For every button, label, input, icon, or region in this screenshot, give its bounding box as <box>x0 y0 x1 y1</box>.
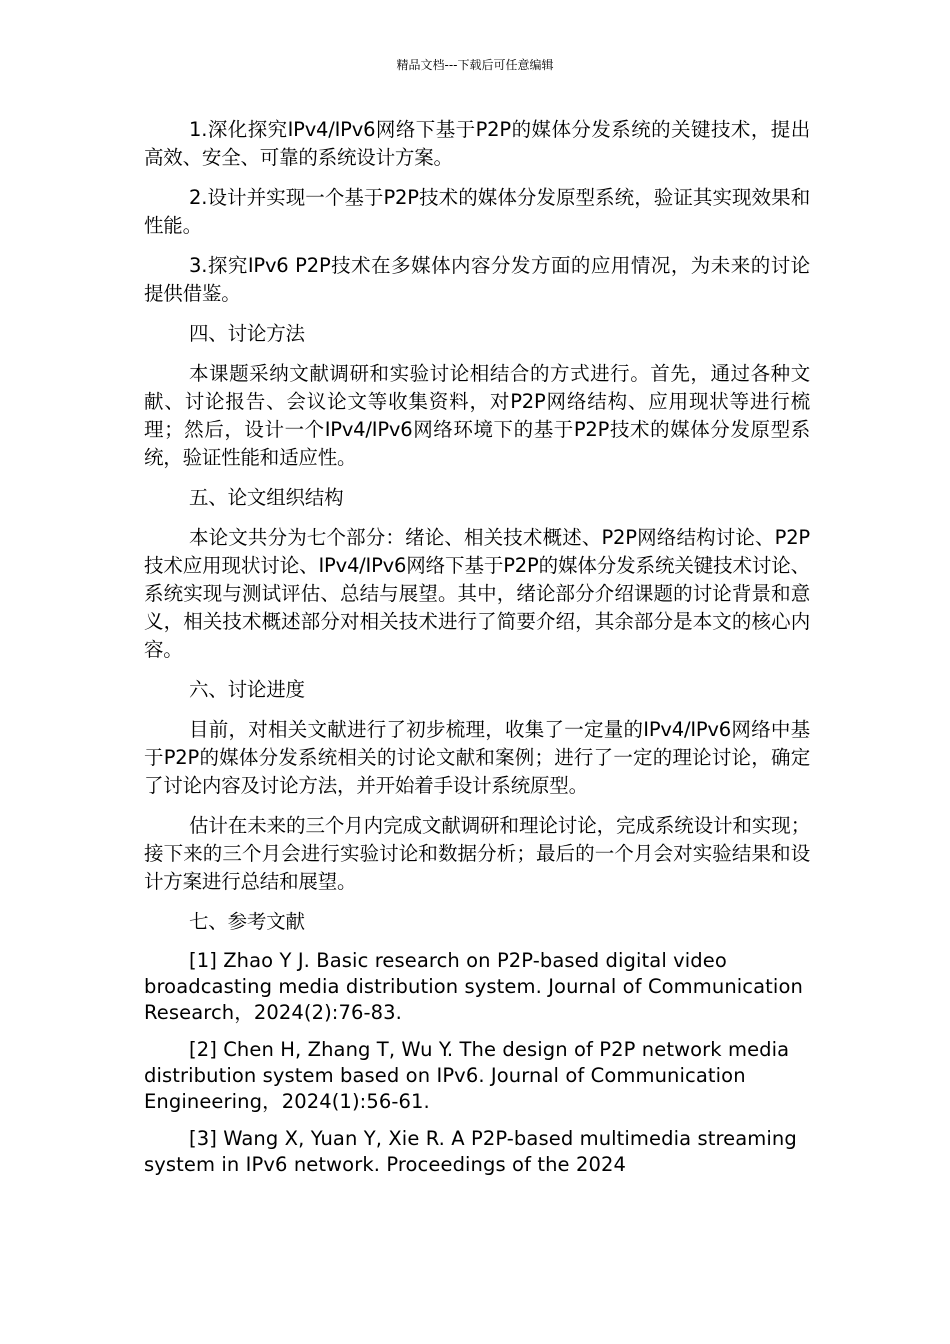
section-heading-progress: 六、讨论进度 <box>189 678 305 701</box>
structure-paragraph: 本论文共分为七个部分：绪论、相关技术概述、P2P网络结构讨论、P2P技术应用现状讨论、IPv4/IPv6网络下基于P2P的媒体分发系统关键技术讨论、系统实现与测试评估、总结与展望。其中，绪论部分介绍课题的讨论背景和意义，相关技术概述部分对相关技术进行了简要介绍，其余部分是本文的核心内容。 <box>144 526 810 661</box>
section-heading-references: 七、参考文献 <box>189 910 305 933</box>
progress-paragraph-1: 目前，对相关文献进行了初步梳理，收集了一定量的IPv4/IPv6网络中基于P2P的媒体分发系统相关的讨论文献和案例；进行了一定的理论讨论，确定了讨论内容及讨论方法，并开始着手设计系统原型。 <box>144 718 810 797</box>
reference-3: [3] Wang X, Yuan Y, Xie R. A P2P-based multimedia streaming system in IPv6 network. Proceedings of the 2024 <box>144 1127 797 1176</box>
objective-2: 2.设计并实现一个基于P2P技术的媒体分发原型系统，验证其实现效果和性能。 <box>144 186 810 237</box>
reference-2: [2] Chen H, Zhang T, Wu Y. The design of P2P network media distribution system based on IPv6. Journal of Communication Engineering，2024(1):56-61. <box>144 1038 790 1113</box>
reference-1: [1] Zhao Y J. Basic research on P2P-based digital video broadcasting media distribution system. Journal of Communication Research，2024(2):76-83. <box>144 949 803 1024</box>
document-body <box>144 116 810 1189</box>
objective-3: 3.探究IPv6 P2P技术在多媒体内容分发方面的应用情况，为未来的讨论提供借鉴。 <box>144 254 810 305</box>
progress-paragraph-2: 估计在未来的三个月内完成文献调研和理论讨论，完成系统设计和实现；接下来的三个月会进行实验讨论和数据分析；最后的一个月会对实验结果和设计方案进行总结和展望。 <box>144 814 810 893</box>
section-heading-structure: 五、论文组织结构 <box>189 486 344 509</box>
section-heading-methods: 四、讨论方法 <box>189 322 305 345</box>
objective-1: 1.深化探究IPv4/IPv6网络下基于P2P的媒体分发系统的关键技术，提出高效、安全、可靠的系统设计方案。 <box>144 118 810 169</box>
methods-paragraph: 本课题采纳文献调研和实验讨论相结合的方式进行。首先，通过各种文献、讨论报告、会议论文等收集资料，对P2P网络结构、应用现状等进行梳理；然后，设计一个IPv4/IPv6网络环境下的基于P2P技术的媒体分发原型系统，验证性能和适应性。 <box>144 362 810 469</box>
page-header: 精品文档---下载后可任意编辑 <box>396 58 554 72</box>
